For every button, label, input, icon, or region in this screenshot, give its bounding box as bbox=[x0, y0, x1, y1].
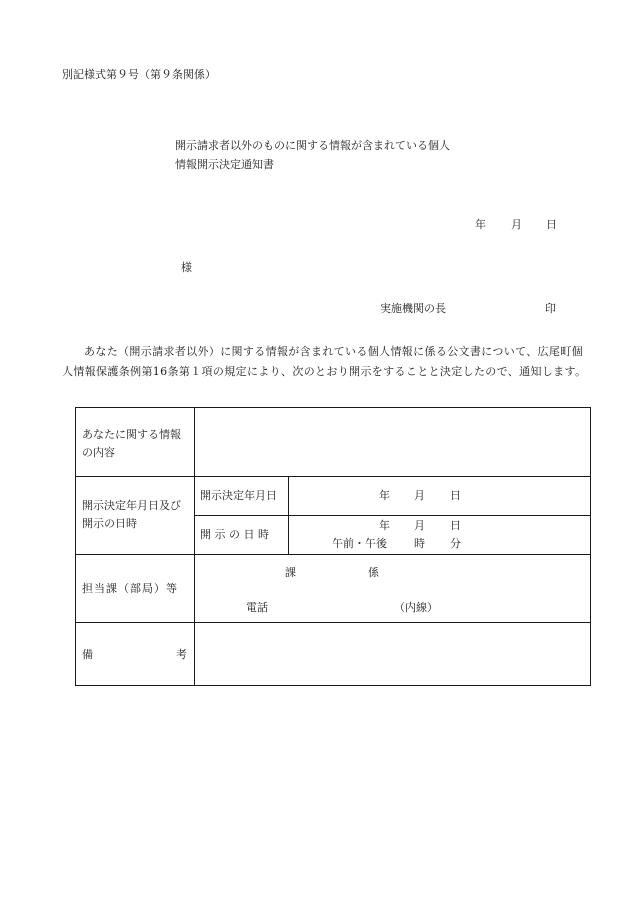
sender-title: 実施機関の長 bbox=[380, 302, 446, 315]
remarks-field[interactable] bbox=[200, 630, 585, 678]
column-divider bbox=[194, 408, 195, 685]
row-divider bbox=[76, 622, 590, 623]
remarks-label-left: 備 bbox=[82, 648, 93, 661]
disclosure-year: 年 bbox=[379, 519, 390, 532]
row2-label-line2: 開示の日時 bbox=[82, 517, 137, 530]
disclosure-day: 日 bbox=[450, 519, 461, 532]
department-label: 担当課（部局）等 bbox=[82, 582, 178, 595]
form-number: 別記様式第９号（第９条関係） bbox=[62, 68, 216, 81]
body-paragraph: あなた（開示請求者以外）に関する情報が含まれている個人情報に係る公文書について、広尾町個人情報保護条例第16条第１項の規定により、次のとおり開示をすることと決定したので、通知します。 bbox=[62, 345, 587, 378]
column-divider bbox=[288, 476, 289, 554]
decision-date-month: 月 bbox=[414, 489, 425, 502]
disclosure-month: 月 bbox=[414, 519, 425, 532]
document-title-line2: 情報開示決定通知書 bbox=[175, 158, 274, 171]
row2-label-line1: 開示決定年月日及び bbox=[82, 499, 181, 512]
row1-label-line1: あなたに関する情報 bbox=[82, 428, 181, 441]
ka-label: 課 bbox=[285, 566, 296, 579]
disclosure-datetime-label: 開 示 の 日 時 bbox=[200, 528, 269, 541]
seal-mark: 印 bbox=[545, 302, 556, 315]
minute-label: 分 bbox=[450, 537, 461, 550]
decision-date-year: 年 bbox=[379, 489, 390, 502]
date-month-label: 月 bbox=[511, 218, 522, 231]
recipient-honorific: 様 bbox=[181, 261, 192, 274]
decision-date-day: 日 bbox=[450, 489, 461, 502]
date-year-label: 年 bbox=[475, 218, 486, 231]
date-day-label: 日 bbox=[546, 218, 557, 231]
remarks-label-right: 考 bbox=[176, 648, 187, 661]
phone-label: 電話 bbox=[246, 601, 268, 614]
hour-label: 時 bbox=[414, 537, 425, 550]
kakari-label: 係 bbox=[368, 566, 379, 579]
disclosure-form-table bbox=[75, 407, 591, 686]
am-pm-label: 午前・午後 bbox=[332, 537, 387, 550]
row1-value-field[interactable] bbox=[200, 416, 585, 470]
row-divider bbox=[76, 554, 590, 555]
decision-date-label: 開示決定年月日 bbox=[200, 489, 277, 502]
extension-label: （内線） bbox=[394, 601, 438, 614]
row-divider bbox=[76, 476, 590, 477]
document-title-line1: 開示請求者以外のものに関する情報が含まれている個人 bbox=[175, 139, 450, 152]
row1-label-line2: の内容 bbox=[82, 446, 115, 459]
row-divider bbox=[194, 515, 590, 516]
